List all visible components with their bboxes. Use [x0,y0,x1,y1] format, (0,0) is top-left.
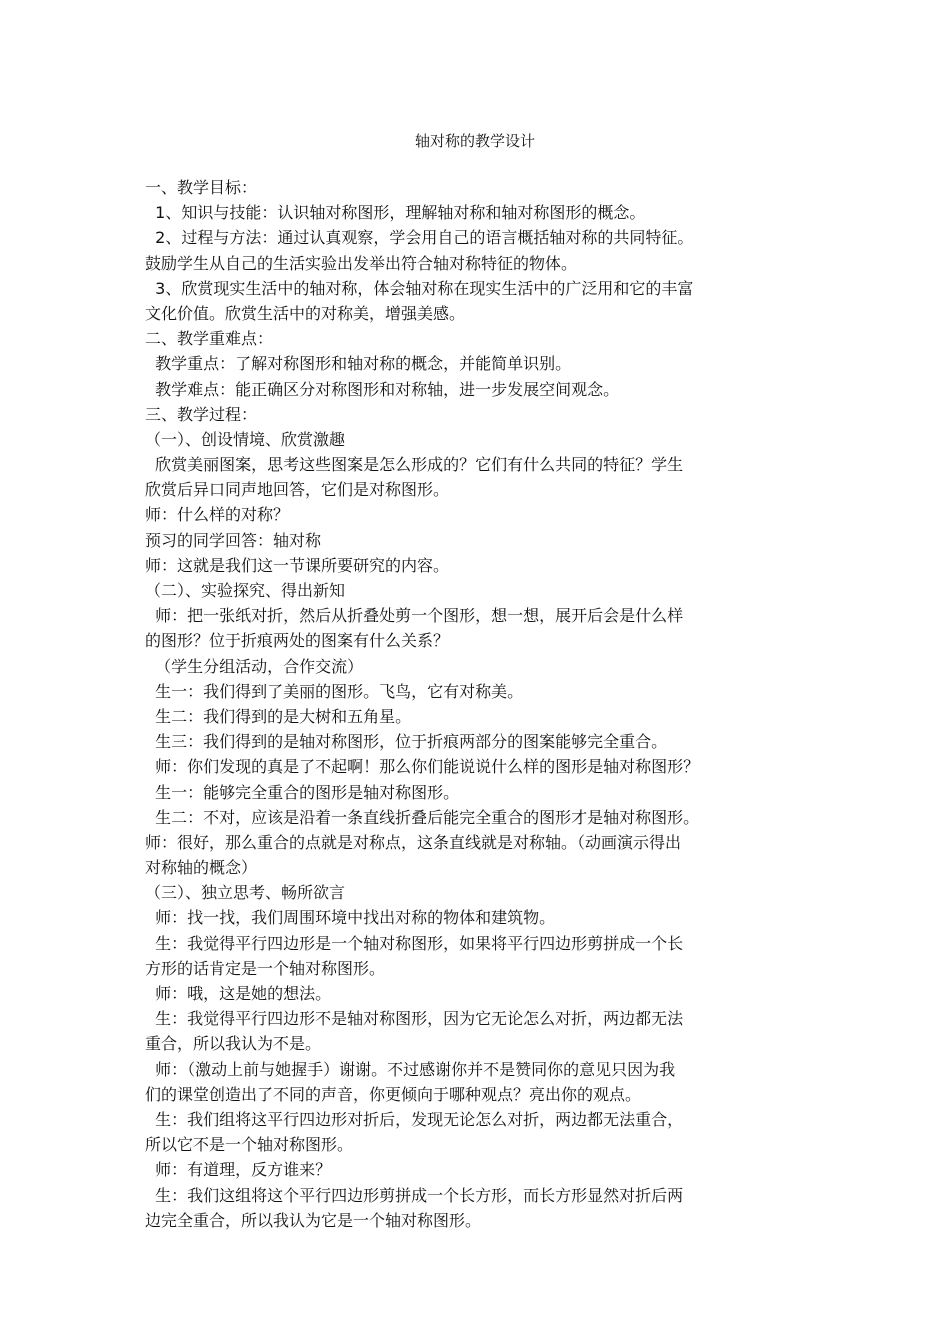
text-line: 所以它不是一个轴对称图形。 [145,1135,354,1155]
text-line: 师：把一张纸对折，然后从折叠处剪一个图形，想一想，展开后会是什么样 [145,606,684,626]
text-line: 生：我觉得平行四边形不是轴对称图形，因为它无论怎么对折，两边都无法 [145,1009,684,1029]
text-line: 师：找一找，我们周围环境中找出对称的物体和建筑物。 [145,908,556,928]
text-line: 2、过程与方法：通过认真观察，学会用自己的语言概括轴对称的共同特征。 [145,228,694,248]
text-line: 文化价值。欣赏生活中的对称美，增强美感。 [145,303,466,323]
text-line: 教学重点：了解对称图形和轴对称的概念，并能简单识别。 [145,354,572,374]
text-line: 重合，所以我认为不是。 [145,1034,322,1054]
text-line: 生一：我们得到了美丽的图形。飞鸟，它有对称美。 [145,681,524,701]
text-line: 师：这就是我们这一节课所要研究的内容。 [145,555,450,575]
text-line: 们的课堂创造出了不同的声音，你更倾向于哪种观点？亮出你的观点。 [145,1084,642,1104]
text-line: 生三：我们得到的是轴对称图形，位于折痕两部分的图案能够完全重合。 [145,732,668,752]
text-line: 生：我们组将这平行四边形对折后，发现无论怎么对折，两边都无法重合， [145,1109,684,1129]
document-body [145,175,815,1233]
text-line: 鼓励学生从自己的生活实验出发举出符合轴对称特征的物体。 [145,253,578,273]
text-line: 师：很好，那么重合的点就是对称点，这条直线就是对称轴。（动画演示得出 [145,832,682,852]
text-line: 师：（激动上前与她握手）谢谢。不过感谢你并不是赞同你的意见只因为我 [145,1059,676,1079]
text-line: 欣赏美丽图案，思考这些图案是怎么形成的？它们有什么共同的特征？学生 [145,455,684,475]
text-line: 生一：能够完全重合的图形是轴对称图形。 [145,782,460,802]
text-line: 生二：我们得到的是大树和五角星。 [145,706,412,726]
text-line: 二、教学重难点： [145,329,274,349]
text-line: 一、教学目标： [145,178,258,197]
text-line: （一）、创设情境、欣赏激趣 [145,429,346,449]
text-line: （二）、实验探究、得出新知 [145,581,346,600]
text-line: （三）、独立思考、畅所欲言 [145,883,346,903]
text-line: 预习的同学回答：轴对称 [145,530,322,550]
text-line: 三、教学过程： [145,404,258,424]
text-line: 师：有道理，反方谁来？ [145,1160,332,1180]
text-line: 的图形？位于折痕两处的图案有什么关系？ [145,631,450,651]
text-line: （学生分组活动，合作交流） [145,656,364,676]
text-line: 边完全重合，所以我认为它是一个轴对称图形。 [145,1210,482,1230]
text-line: 对称轴的概念） [145,858,258,878]
document-title: 轴对称的教学设计 [414,132,535,150]
text-line: 师：哦，这是她的想法。 [145,984,332,1003]
text-line: 生二：不对，应该是沿着一条直线折叠后能完全重合的图形才是轴对称图形。 [145,807,700,827]
text-line: 教学难点：能正确区分对称图形和对称轴，进一步发展空间观念。 [145,379,620,399]
text-line: 欣赏后异口同声地回答，它们是对称图形。 [145,480,450,500]
text-line: 1、知识与技能：认识轴对称图形，理解轴对称和轴对称图形的概念。 [145,203,646,223]
text-line: 方形的话肯定是一个轴对称图形。 [145,958,386,978]
text-line: 生：我们这组将这个平行四边形剪拼成一个长方形，而长方形显然对折后两 [145,1185,684,1205]
text-line: 生：我觉得平行四边形是一个轴对称图形，如果将平行四边形剪拼成一个长 [145,933,684,953]
text-line: 师：什么样的对称？ [145,505,290,525]
text-line: 师：你们发现的真是了不起啊！那么你们能说说什么样的图形是轴对称图形？ [145,757,700,777]
text-line: 3、欣赏现实生活中的轴对称，体会轴对称在现实生活中的广泛用和它的丰富 [145,278,694,298]
